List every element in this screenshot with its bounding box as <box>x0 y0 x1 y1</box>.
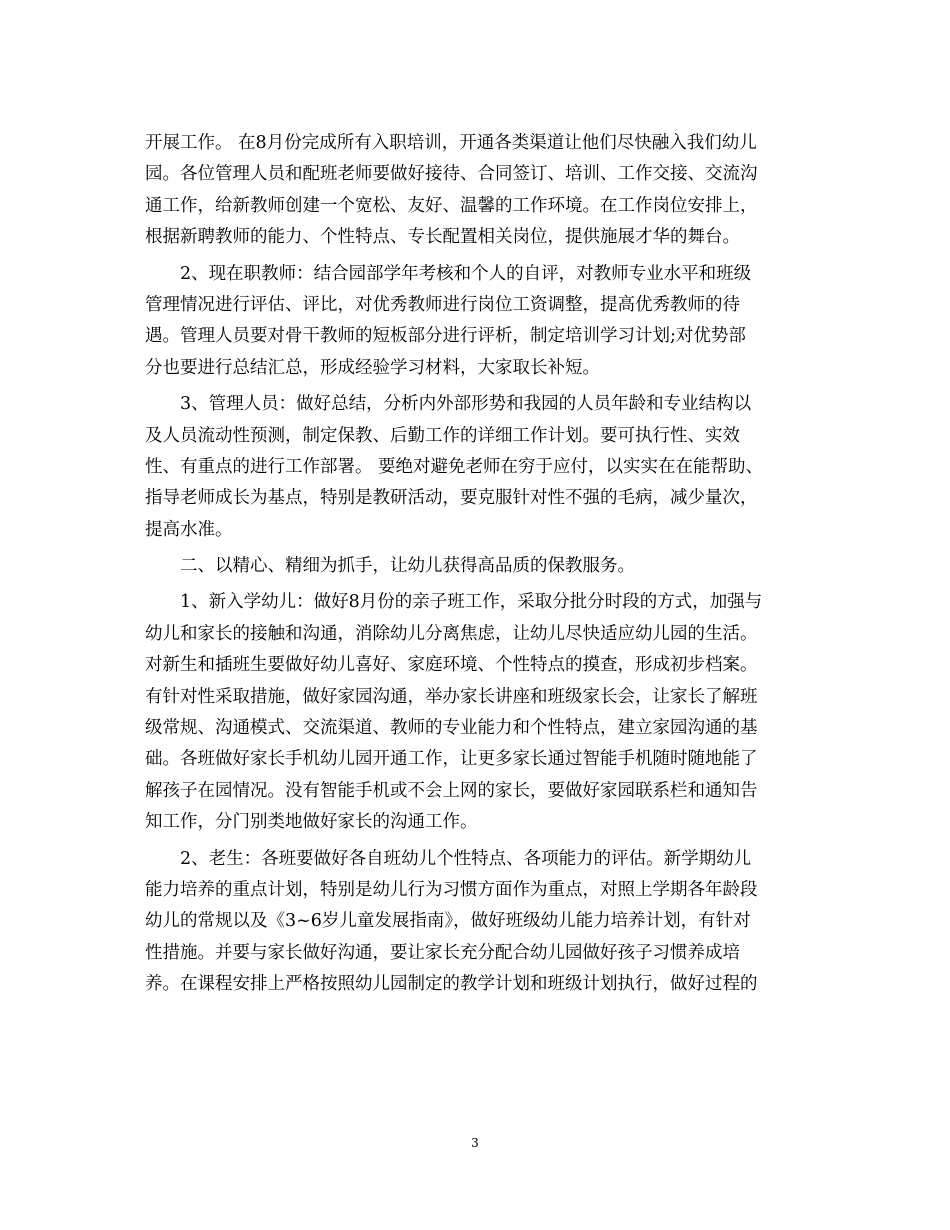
text-line: 对新生和插班生要做好幼儿喜好、家庭环境、个性特点的摸查，形成初步档案。 <box>145 655 758 676</box>
paragraph <box>145 259 815 385</box>
text-line: 分也要进行总结汇总，形成经验学习材料，大家取长补短。 <box>145 357 600 378</box>
text-line: 提高水准。 <box>145 519 233 540</box>
text-line: 1、新入学幼儿：做好8月份的亲子班工作，采取分批分时段的方式，加强与 <box>145 592 763 613</box>
text-line: 及人员流动性预测，制定保教、后勤工作的详细工作计划。要可执行性、实效 <box>145 425 740 446</box>
text-line: 幼儿的常规以及《3~6岁儿童发展指南》，做好班级幼儿能力培养计划，有针对 <box>145 911 751 932</box>
text-line: 二、以精心、精细为抓手，让幼儿获得高品质的保教服务。 <box>145 556 635 577</box>
text-line: 幼儿和家长的接触和沟通，消除幼儿分离焦虑，让幼儿尽快适应幼儿园的生活。 <box>145 623 758 644</box>
paragraph <box>145 128 815 254</box>
text-line: 解孩子在园情况。没有智能手机或不会上网的家长，要做好家园联系栏和通知告 <box>145 780 758 801</box>
text-line: 性措施。并要与家长做好沟通，要让家长充分配合幼儿园做好孩子习惯养成培 <box>145 942 740 963</box>
text-line: 养。在课程安排上严格按照幼儿园制定的教学计划和班级计划执行，做好过程的 <box>145 974 758 995</box>
text-line: 指导老师成长为基点，特别是教研活动，要克服针对性不强的毛病，减少量次， <box>145 488 758 509</box>
page-number: 3 <box>471 1136 479 1150</box>
paragraph <box>145 587 815 838</box>
text-line: 遇。管理人员要对骨干教师的短板部分进行评析，制定培训学习计划;对优势部 <box>145 326 746 347</box>
text-line: 性、有重点的进行工作部署。 要绝对避免老师在穷于应付，以实实在在能帮助、 <box>145 456 764 477</box>
text-line: 2、老生：各班要做好各自班幼儿个性特点、各项能力的评估。新学期幼儿 <box>145 848 752 869</box>
paragraph <box>145 389 815 546</box>
section-heading <box>145 551 815 582</box>
text-line: 有针对性采取措施，做好家园沟通，举办家长讲座和班级家长会，让家长了解班 <box>145 686 758 707</box>
text-line: 开展工作。 在8月份完成所有入职培训，开通各类渠道让他们尽快融入我们幼儿 <box>145 133 757 153</box>
text-line: 管理情况进行评估、评比，对优秀教师进行岗位工资调整，提高优秀教师的待 <box>145 294 740 315</box>
text-line: 级常规、沟通模式、交流渠道、教师的专业能力和个性特点，建立家园沟通的基 <box>145 718 758 739</box>
text-line: 能力培养的重点计划，特别是幼儿行为习惯方面作为重点，对照上学期各年龄段 <box>145 879 758 900</box>
text-line: 3、管理人员：做好总结，分析内外部形势和我园的人员年龄和专业结构以 <box>145 394 752 415</box>
text-line: 础。各班做好家长手机幼儿园开通工作，让更多家长通过智能手机随时随地能了 <box>145 749 758 770</box>
text-line: 园。各位管理人员和配班老师要做好接待、合同签订、培训、工作交接、交流沟 <box>145 164 758 185</box>
text-line: 根据新聘教师的能力、个性特点、专长配置相关岗位，提供施展才华的舞台。 <box>145 227 740 248</box>
text-line: 知工作，分门别类地做好家长的沟通工作。 <box>145 812 478 833</box>
body-text <box>145 128 815 1001</box>
paragraph <box>145 844 815 1001</box>
text-line: 2、现在职教师：结合园部学年考核和个人的自评，对教师专业水平和班级 <box>145 263 752 284</box>
text-line: 通工作，给新教师创建一个宽松、友好、温馨的工作环境。在工作岗位安排上， <box>145 195 758 216</box>
